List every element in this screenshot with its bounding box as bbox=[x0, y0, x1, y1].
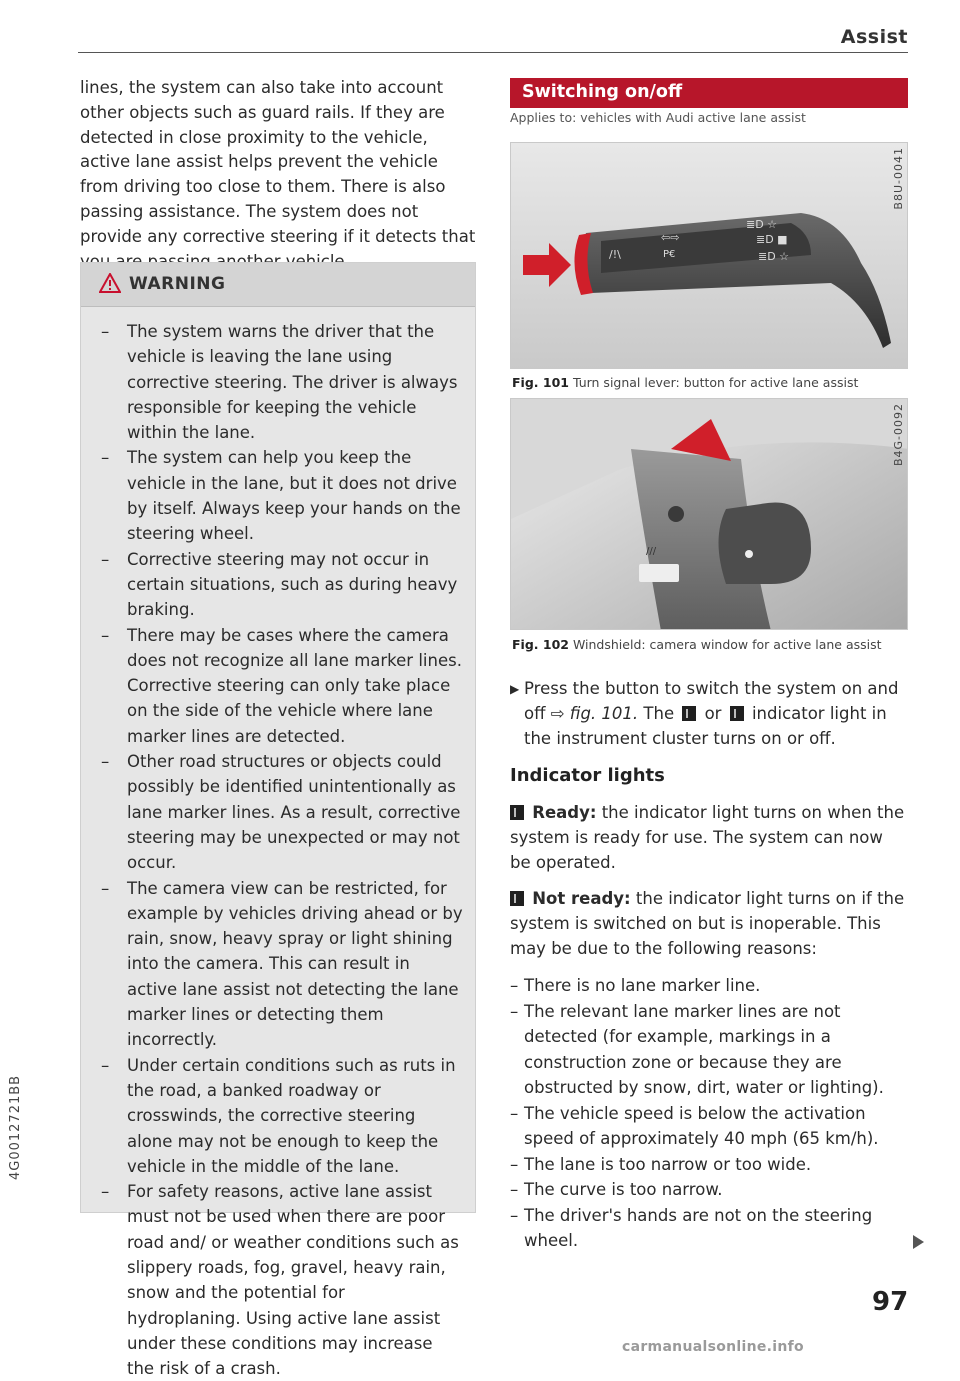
applies-to-note: Applies to: vehicles with Audi active lane assist bbox=[510, 110, 806, 125]
ready-label: Ready: bbox=[532, 803, 597, 822]
reasons-list bbox=[510, 973, 908, 1254]
figure-label: Fig. 102 bbox=[512, 637, 569, 652]
reason-item: – The relevant lane marker lines are not detected (for example, markings in a construction zone or because they are obstructed by snow, dirt, water or lighting). bbox=[510, 999, 908, 1101]
indicator-lights-heading: Indicator lights bbox=[510, 765, 665, 786]
figure-code: B8U-0041 bbox=[892, 147, 905, 210]
svg-text:P€: P€ bbox=[663, 249, 676, 260]
step-text-or: or bbox=[699, 703, 727, 723]
svg-text:⇦⇨: ⇦⇨ bbox=[661, 231, 680, 244]
section-title-bar bbox=[510, 78, 908, 108]
windshield-camera-illustration bbox=[511, 399, 908, 630]
warning-title: WARNING bbox=[129, 274, 226, 294]
indicator-not-ready-icon bbox=[730, 706, 744, 721]
document-code: 4G0012721BB bbox=[8, 1074, 23, 1180]
svg-text:///: /// bbox=[646, 546, 657, 557]
figure-caption-text: Windshield: camera window for active lane assist bbox=[572, 637, 882, 652]
warning-header bbox=[81, 263, 475, 307]
warning-box bbox=[80, 262, 476, 1379]
reason-item: – The lane is too narrow or too wide. bbox=[510, 1152, 908, 1178]
watermark: carmanualsonline.info bbox=[622, 1339, 804, 1355]
left-column bbox=[80, 76, 478, 274]
figure-reference-link[interactable]: ⇨ fig. 101. bbox=[550, 703, 639, 723]
warning-item: – Corrective steering may not occur in certain situations, such as during heavy braking. bbox=[101, 547, 463, 623]
figure-101-caption bbox=[512, 375, 858, 390]
not-ready-text: the indicator light turns on if the system is switched on but is inoperable. This may be due to the following reasons: bbox=[510, 889, 905, 958]
ready-text: the indicator light turns on when the system is ready for use. The system can now be operated. bbox=[510, 803, 905, 872]
svg-text:≣D ☆: ≣D ☆ bbox=[746, 218, 778, 231]
not-ready-label: Not ready: bbox=[532, 889, 631, 908]
warning-list bbox=[101, 319, 463, 1381]
figure-code: B4G-0092 bbox=[892, 403, 905, 467]
step-bullet-icon: ▶ bbox=[510, 682, 520, 696]
warning-item: – The system warns the driver that the vehicle is leaving the lane using corrective steering. The driver is always responsible for keeping the vehicle within the lane. bbox=[101, 319, 463, 445]
warning-triangle-icon bbox=[99, 273, 121, 293]
instruction-step bbox=[510, 677, 908, 751]
figure-102-caption bbox=[512, 637, 882, 652]
page-number: 97 bbox=[872, 1287, 909, 1317]
step-text-mid: The bbox=[638, 703, 680, 723]
indicator-ready-icon bbox=[682, 706, 696, 721]
continue-arrow-icon bbox=[913, 1235, 924, 1249]
indicator-not-ready-icon bbox=[510, 891, 524, 906]
step-text-after: indicator light in the instrument cluster turns on or off. bbox=[524, 703, 887, 748]
svg-text:≣D ■: ≣D ■ bbox=[756, 233, 788, 246]
indicator-ready-icon bbox=[510, 805, 524, 820]
figure-102 bbox=[510, 398, 908, 630]
reasons-list-wrapper bbox=[510, 973, 908, 1254]
section-title: Switching on/off bbox=[522, 82, 683, 102]
figure-caption-text: Turn signal lever: button for active lane assist bbox=[572, 375, 859, 390]
reason-item: – There is no lane marker line. bbox=[510, 973, 908, 999]
figure-label: Fig. 101 bbox=[512, 375, 569, 390]
step-text-before: Press the button to switch the system on and off bbox=[524, 679, 899, 723]
warning-item: – Under certain conditions such as ruts in the road, a banked roadway or crosswinds, the corrective steering alone may not be enough to keep the vehicle in the middle of the lane. bbox=[101, 1053, 463, 1179]
warning-item: – Other road structures or objects could possibly be identified unintentionally as lane marker lines. As a result, corrective steering may be unexpected or may not occur. bbox=[101, 749, 463, 875]
warning-item: – The system can help you keep the vehicle in the lane, but it does not drive by itself. Always keep your hands on the steering wheel. bbox=[101, 445, 463, 546]
warning-item: – There may be cases where the camera does not recognize all lane marker lines. Corrective steering can only take place on the side of the vehicle where lane marker lines are detected. bbox=[101, 623, 463, 749]
turn-signal-lever-illustration bbox=[511, 143, 908, 369]
reason-item: – The curve is too narrow. bbox=[510, 1177, 908, 1203]
svg-text:/!\: /!\ bbox=[609, 248, 621, 261]
section-header-title: Assist bbox=[840, 26, 908, 48]
svg-text:≣D ☆: ≣D ☆ bbox=[758, 250, 790, 263]
warning-item: – For safety reasons, active lane assist must not be used when there are poor road and/ or weather conditions such as slippery roads, fog, gravel, heavy rain, snow and the potential for hydroplaning. Using active lane assist under these conditions may increase the risk of a crash. bbox=[101, 1179, 463, 1381]
ready-paragraph bbox=[510, 801, 908, 875]
reason-item: – The vehicle speed is below the activation speed of approximately 40 mph (65 km/h). bbox=[510, 1101, 908, 1152]
reason-item: – The driver's hands are not on the steering wheel. bbox=[510, 1203, 908, 1254]
not-ready-paragraph bbox=[510, 887, 908, 961]
warning-item: – The camera view can be restricted, for example by vehicles driving ahead or by rain, snow, heavy spray or light shining into the camera. This can result in active lane assist not detecting the lane marker lines or detecting them incorrectly. bbox=[101, 876, 463, 1053]
figure-101 bbox=[510, 142, 908, 369]
header-divider bbox=[78, 52, 908, 53]
intro-paragraph: lines, the system can also take into account other objects such as guard rails. If they are detected in close proximity to the vehicle, active lane assist helps prevent the vehicle from driving too close to them. There is also passing assistance. The system does not provide any corrective steering if it detects that bbox=[80, 78, 476, 246]
